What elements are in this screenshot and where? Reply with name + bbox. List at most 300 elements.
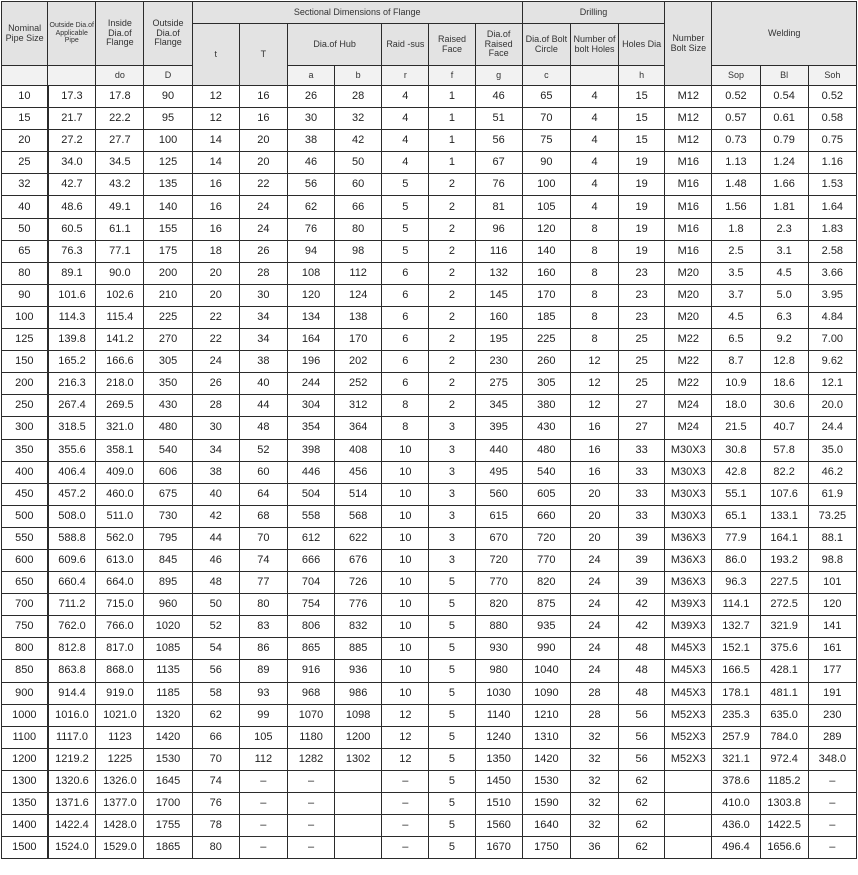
- table-cell: 24: [570, 616, 618, 638]
- table-cell: 990: [522, 638, 570, 660]
- table-cell: 817.0: [96, 638, 144, 660]
- table-cell: 120: [808, 594, 856, 616]
- table-cell: 40: [192, 483, 239, 505]
- table-cell: 42: [192, 505, 239, 527]
- table-cell: 135: [144, 174, 192, 196]
- table-row: [2, 616, 857, 638]
- symbol-bl: Bl: [760, 66, 808, 86]
- table-cell: 660: [522, 505, 570, 527]
- table-cell: 86.0: [712, 549, 760, 571]
- table-cell: 101: [808, 572, 856, 594]
- table-row: [2, 417, 857, 439]
- table-cell: 27.2: [48, 130, 96, 152]
- table-cell: 38: [192, 461, 239, 483]
- table-cell: –: [808, 793, 856, 815]
- table-cell: 257.9: [712, 726, 760, 748]
- table-cell: 820: [475, 594, 522, 616]
- table-cell: 1090: [522, 682, 570, 704]
- table-row: [2, 373, 857, 395]
- table-cell: 2.5: [712, 240, 760, 262]
- table-cell: 86: [239, 638, 287, 660]
- table-cell: 8: [382, 395, 429, 417]
- table-cell: 358.1: [96, 439, 144, 461]
- table-cell: 754: [287, 594, 334, 616]
- table-cell: 4: [570, 152, 618, 174]
- table-cell: 90: [522, 152, 570, 174]
- table-cell: 1282: [287, 748, 334, 770]
- table-cell: –: [239, 815, 287, 837]
- table-cell: –: [382, 770, 429, 792]
- table-cell: 2.3: [760, 218, 808, 240]
- table-cell: 1755: [144, 815, 192, 837]
- table-cell: 1.48: [712, 174, 760, 196]
- table-cell: 6: [382, 262, 429, 284]
- table-cell: 80: [335, 218, 382, 240]
- table-row: [2, 329, 857, 351]
- table-cell: 4.84: [808, 306, 856, 328]
- table-cell: 76: [287, 218, 334, 240]
- header-dia-bolt-circle: Dia.of Bolt Circle: [522, 24, 570, 66]
- table-cell: 133.1: [760, 505, 808, 527]
- table-cell: –: [239, 837, 287, 859]
- symbol-sop: Sop: [712, 66, 760, 86]
- table-cell: 1350: [475, 748, 522, 770]
- table-cell: 8: [570, 306, 618, 328]
- table-cell: 1219.2: [48, 748, 96, 770]
- table-cell: –: [287, 837, 334, 859]
- header-blank: [48, 66, 96, 86]
- table-cell: 48: [619, 682, 665, 704]
- table-row: [2, 704, 857, 726]
- table-cell: –: [239, 770, 287, 792]
- table-cell: 1645: [144, 770, 192, 792]
- table-cell: 145: [475, 284, 522, 306]
- table-cell: 4: [570, 174, 618, 196]
- table-row: [2, 682, 857, 704]
- table-cell: 675: [144, 483, 192, 505]
- table-cell: 5: [382, 196, 429, 218]
- table-cell: 450: [2, 483, 48, 505]
- symbol-blank: [570, 66, 618, 86]
- table-cell: 612: [287, 527, 334, 549]
- table-cell: 43.2: [96, 174, 144, 196]
- table-cell: 210: [144, 284, 192, 306]
- table-cell: 8: [570, 240, 618, 262]
- table-row: [2, 837, 857, 859]
- table-cell: 0.79: [760, 130, 808, 152]
- table-cell: 720: [522, 527, 570, 549]
- table-cell: 350: [2, 439, 48, 461]
- table-cell: 57.8: [760, 439, 808, 461]
- table-cell: 480: [522, 439, 570, 461]
- table-cell: 195: [475, 329, 522, 351]
- table-cell: 1750: [522, 837, 570, 859]
- table-cell: 5: [429, 837, 475, 859]
- table-cell: 6.5: [712, 329, 760, 351]
- table-cell: –: [808, 770, 856, 792]
- table-cell: 1377.0: [96, 793, 144, 815]
- table-cell: 160: [522, 262, 570, 284]
- table-cell: 1135: [144, 660, 192, 682]
- table-cell: 6: [382, 306, 429, 328]
- table-cell: 269.5: [96, 395, 144, 417]
- table-cell: 46.2: [808, 461, 856, 483]
- table-cell: 12: [570, 351, 618, 373]
- table-cell: 227.5: [760, 572, 808, 594]
- table-cell: 98: [335, 240, 382, 262]
- table-cell: 70: [522, 108, 570, 130]
- table-cell: 32: [570, 815, 618, 837]
- header-dia-of-hub: Dia.of Hub: [287, 24, 381, 66]
- table-cell: 114.3: [48, 306, 96, 328]
- table-cell: 24: [570, 638, 618, 660]
- table-cell: M36X3: [665, 549, 712, 571]
- table-row: [2, 262, 857, 284]
- table-cell: 0.52: [712, 86, 760, 108]
- table-row: [2, 726, 857, 748]
- table-cell: 44: [192, 527, 239, 549]
- table-cell: 1510: [475, 793, 522, 815]
- table-cell: 1420: [144, 726, 192, 748]
- table-cell: 666: [287, 549, 334, 571]
- table-cell: 676: [335, 549, 382, 571]
- table-cell: 15: [619, 86, 665, 108]
- table-cell: 20: [239, 152, 287, 174]
- table-cell: 6: [382, 373, 429, 395]
- table-cell: 96.3: [712, 572, 760, 594]
- header-number-bolt-size: Number Bolt Size: [665, 2, 712, 86]
- table-cell: 812.8: [48, 638, 96, 660]
- table-cell: 1200: [335, 726, 382, 748]
- symbol-b: b: [335, 66, 382, 86]
- table-cell: 10: [382, 594, 429, 616]
- table-cell: –: [382, 837, 429, 859]
- table-row: [2, 174, 857, 196]
- table-cell: 16: [192, 218, 239, 240]
- table-cell: 704: [287, 572, 334, 594]
- table-cell: 3: [429, 439, 475, 461]
- table-cell: 622: [335, 527, 382, 549]
- table-cell: 408: [335, 439, 382, 461]
- header-inside-dia-flange: Inside Dia.of Flange: [96, 2, 144, 66]
- table-cell: 24: [570, 660, 618, 682]
- table-cell: 615: [475, 505, 522, 527]
- table-cell: 1200: [2, 748, 48, 770]
- table-cell: 25: [619, 373, 665, 395]
- table-cell: 48: [619, 638, 665, 660]
- table-cell: 50: [2, 218, 48, 240]
- table-cell: 16: [570, 417, 618, 439]
- table-cell: 875: [522, 594, 570, 616]
- table-cell: –: [239, 793, 287, 815]
- table-cell: 5: [429, 682, 475, 704]
- table-cell: M52X3: [665, 704, 712, 726]
- table-cell: 170: [335, 329, 382, 351]
- table-cell: M30X3: [665, 505, 712, 527]
- table-cell: 18.0: [712, 395, 760, 417]
- table-cell: 508.0: [48, 505, 96, 527]
- table-cell: 25: [619, 351, 665, 373]
- table-cell: 48: [192, 572, 239, 594]
- table-cell: 46: [475, 86, 522, 108]
- table-cell: 986: [335, 682, 382, 704]
- table-cell: 9.2: [760, 329, 808, 351]
- table-cell: 66: [192, 726, 239, 748]
- table-cell: 5: [429, 815, 475, 837]
- table-cell: 972.4: [760, 748, 808, 770]
- table-cell: 6: [382, 284, 429, 306]
- table-cell: 832: [335, 616, 382, 638]
- table-cell: 12: [382, 726, 429, 748]
- table-cell: 112: [239, 748, 287, 770]
- table-cell: 0.57: [712, 108, 760, 130]
- table-cell: [665, 815, 712, 837]
- table-cell: 100: [2, 306, 48, 328]
- table-cell: 1021.0: [96, 704, 144, 726]
- table-cell: 99: [239, 704, 287, 726]
- table-cell: 30: [192, 417, 239, 439]
- table-cell: 715.0: [96, 594, 144, 616]
- table-cell: 23: [619, 284, 665, 306]
- table-cell: 160: [475, 306, 522, 328]
- table-cell: 4: [382, 152, 429, 174]
- table-cell: 62: [287, 196, 334, 218]
- table-cell: 42.8: [712, 461, 760, 483]
- table-cell: 14: [192, 152, 239, 174]
- table-cell: 1085: [144, 638, 192, 660]
- table-cell: 1700: [144, 793, 192, 815]
- table-cell: 660.4: [48, 572, 96, 594]
- table-cell: M36X3: [665, 572, 712, 594]
- table-cell: 19: [619, 174, 665, 196]
- table-cell: 440: [475, 439, 522, 461]
- table-cell: 65.1: [712, 505, 760, 527]
- table-cell: 235.3: [712, 704, 760, 726]
- table-cell: 980: [475, 660, 522, 682]
- table-cell: 10: [382, 483, 429, 505]
- symbol-c: c: [522, 66, 570, 86]
- table-cell: 124: [335, 284, 382, 306]
- table-cell: 398: [287, 439, 334, 461]
- table-cell: 600: [2, 549, 48, 571]
- table-cell: M12: [665, 86, 712, 108]
- table-cell: M45X3: [665, 638, 712, 660]
- table-cell: 55.1: [712, 483, 760, 505]
- table-cell: 60: [239, 461, 287, 483]
- table-cell: 850: [2, 660, 48, 682]
- table-cell: 2: [429, 174, 475, 196]
- table-cell: 806: [287, 616, 334, 638]
- table-cell: 52: [239, 439, 287, 461]
- table-cell: 33: [619, 505, 665, 527]
- table-cell: 35.0: [808, 439, 856, 461]
- table-cell: 726: [335, 572, 382, 594]
- table-cell: 20: [192, 284, 239, 306]
- table-cell: 36: [570, 837, 618, 859]
- table-cell: 5: [382, 218, 429, 240]
- table-row: [2, 306, 857, 328]
- symbol-soh: Soh: [808, 66, 856, 86]
- table-row: [2, 770, 857, 792]
- header-welding: Welding: [712, 2, 857, 66]
- table-cell: 1185.2: [760, 770, 808, 792]
- table-cell: 8: [382, 417, 429, 439]
- table-cell: [665, 837, 712, 859]
- table-cell: 19: [619, 196, 665, 218]
- table-cell: 32: [570, 793, 618, 815]
- table-cell: 1.13: [712, 152, 760, 174]
- table-cell: 39: [619, 572, 665, 594]
- table-cell: 560: [475, 483, 522, 505]
- header-t-small: t: [192, 24, 239, 86]
- table-cell: 28: [570, 704, 618, 726]
- table-cell: 105: [522, 196, 570, 218]
- table-cell: 1180: [287, 726, 334, 748]
- table-cell: 139.8: [48, 329, 96, 351]
- table-cell: 141.2: [96, 329, 144, 351]
- table-cell: 90.0: [96, 262, 144, 284]
- table-cell: 20: [570, 483, 618, 505]
- table-cell: 138: [335, 306, 382, 328]
- table-cell: 50: [192, 594, 239, 616]
- table-cell: 457.2: [48, 483, 96, 505]
- table-cell: 62: [619, 793, 665, 815]
- table-cell: 107.6: [760, 483, 808, 505]
- table-cell: 74: [239, 549, 287, 571]
- table-cell: 588.8: [48, 527, 96, 549]
- table-cell: 558: [287, 505, 334, 527]
- table-cell: 5: [429, 726, 475, 748]
- table-cell: 919.0: [96, 682, 144, 704]
- header-dia-raised-face: Dia.of Raised Face: [475, 24, 522, 66]
- table-cell: 166.5: [712, 660, 760, 682]
- table-cell: 395: [475, 417, 522, 439]
- table-cell: 10: [2, 86, 48, 108]
- table-cell: 3: [429, 527, 475, 549]
- table-cell: 0.54: [760, 86, 808, 108]
- table-cell: 863.8: [48, 660, 96, 682]
- table-cell: 2: [429, 196, 475, 218]
- table-cell: 511.0: [96, 505, 144, 527]
- table-cell: 1865: [144, 837, 192, 859]
- table-cell: 32: [570, 770, 618, 792]
- table-cell: M24: [665, 417, 712, 439]
- table-cell: 409.0: [96, 461, 144, 483]
- table-cell: 380: [522, 395, 570, 417]
- table-cell: 270: [144, 329, 192, 351]
- table-cell: 2: [429, 306, 475, 328]
- table-row: [2, 660, 857, 682]
- symbol-g: g: [475, 66, 522, 86]
- table-cell: 56: [287, 174, 334, 196]
- table-cell: 150: [2, 351, 48, 373]
- table-cell: 250: [2, 395, 48, 417]
- table-cell: 916: [287, 660, 334, 682]
- table-cell: 164: [287, 329, 334, 351]
- table-cell: 540: [144, 439, 192, 461]
- table-cell: 22: [239, 174, 287, 196]
- table-cell: M30X3: [665, 439, 712, 461]
- table-cell: 275: [475, 373, 522, 395]
- table-cell: 8: [570, 218, 618, 240]
- table-cell: 10: [382, 616, 429, 638]
- table-cell: 1225: [96, 748, 144, 770]
- table-row: [2, 240, 857, 262]
- table-cell: 164.1: [760, 527, 808, 549]
- table-cell: 1098: [335, 704, 382, 726]
- header-radius: Raid -sus: [382, 24, 429, 66]
- table-cell: 272.5: [760, 594, 808, 616]
- table-cell: 48: [239, 417, 287, 439]
- table-cell: 305: [522, 373, 570, 395]
- table-cell: 4: [570, 130, 618, 152]
- table-cell: 20.0: [808, 395, 856, 417]
- table-cell: 5: [429, 704, 475, 726]
- table-cell: 12: [192, 108, 239, 130]
- table-cell: 480: [144, 417, 192, 439]
- table-cell: 12: [382, 748, 429, 770]
- table-cell: 225: [144, 306, 192, 328]
- table-cell: 1: [429, 130, 475, 152]
- table-cell: 38: [239, 351, 287, 373]
- header-drilling: Drilling: [522, 2, 664, 24]
- table-cell: 495: [475, 461, 522, 483]
- table-cell: 125: [144, 152, 192, 174]
- table-cell: 134: [287, 306, 334, 328]
- table-cell: 1428.0: [96, 815, 144, 837]
- table-cell: 1240: [475, 726, 522, 748]
- table-cell: 3: [429, 505, 475, 527]
- table-cell: 60: [335, 174, 382, 196]
- table-cell: 550: [2, 527, 48, 549]
- table-cell: 90: [144, 86, 192, 108]
- table-cell: M16: [665, 218, 712, 240]
- table-cell: 2: [429, 218, 475, 240]
- table-cell: 711.2: [48, 594, 96, 616]
- symbol-do: do: [96, 66, 144, 86]
- table-cell: 33: [619, 483, 665, 505]
- table-cell: 2: [429, 262, 475, 284]
- table-cell: 40: [239, 373, 287, 395]
- table-cell: 19: [619, 240, 665, 262]
- table-cell: M22: [665, 373, 712, 395]
- table-cell: 78: [192, 815, 239, 837]
- table-cell: 900: [2, 682, 48, 704]
- table-cell: 28: [192, 395, 239, 417]
- table-cell: 19: [619, 152, 665, 174]
- table-cell: 191: [808, 682, 856, 704]
- table-cell: 16: [239, 108, 287, 130]
- table-cell: 700: [2, 594, 48, 616]
- table-cell: M45X3: [665, 660, 712, 682]
- table-cell: 3.1: [760, 240, 808, 262]
- table-cell: 24: [570, 572, 618, 594]
- table-cell: 5: [429, 748, 475, 770]
- table-cell: 140: [144, 196, 192, 218]
- table-cell: 430: [144, 395, 192, 417]
- table-cell: 77: [239, 572, 287, 594]
- table-cell: 15: [619, 108, 665, 130]
- table-cell: 230: [808, 704, 856, 726]
- table-row: [2, 793, 857, 815]
- table-cell: 12.1: [808, 373, 856, 395]
- table-cell: 70: [192, 748, 239, 770]
- table-row: [2, 284, 857, 306]
- table-cell: 76: [475, 174, 522, 196]
- table-cell: 20: [239, 130, 287, 152]
- table-cell: 1590: [522, 793, 570, 815]
- table-cell: 40: [2, 196, 48, 218]
